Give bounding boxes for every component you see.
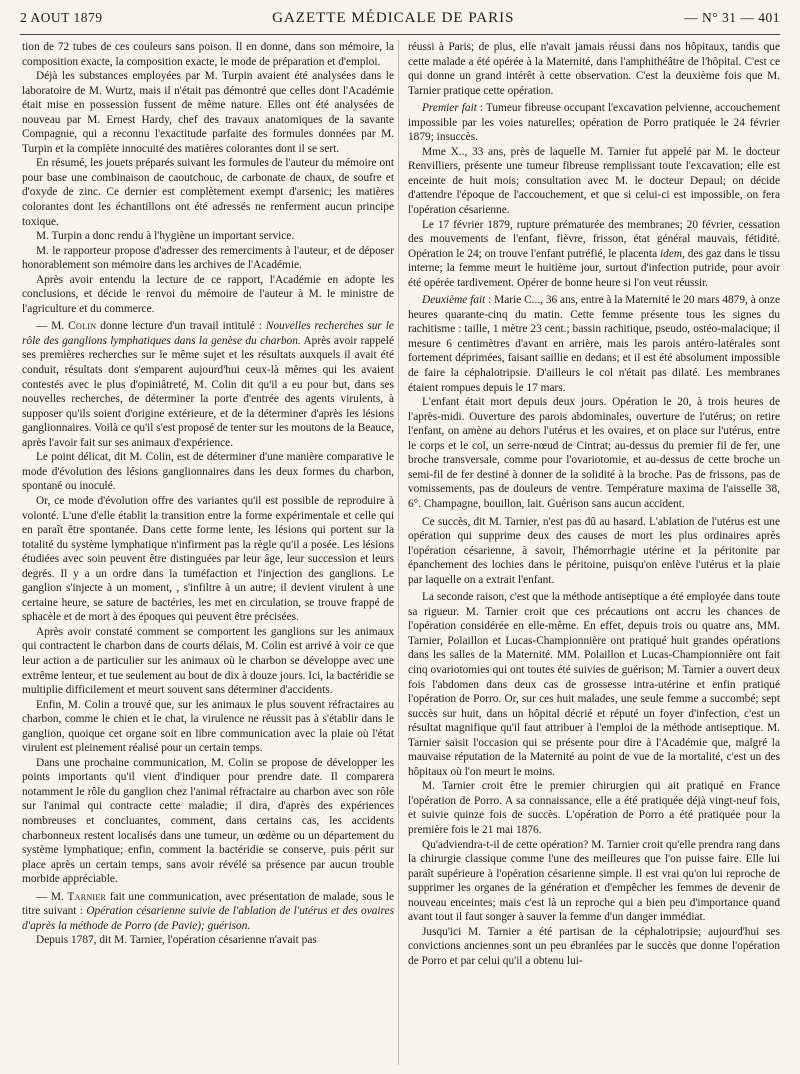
paragraph: Déjà les substances employées par M. Turpin avaient été analysées dans le laboratoire de M. Wurtz, mais il n'était pas démontré que celles dont l'Académie était mise en possession fussent de même nature. Elles ont été analysées de nouveau par M. Ernest Hardy, chef des travaux anatomiques de la savante Compagnie, qui a reconnu l'exactitude parfaite des formules données par M. Turpin et la complète innocuité des matières colorantes dont il se sert.: [22, 70, 394, 155]
paragraph: M. Turpin a donc rendu à l'hygiène un important service.: [36, 230, 295, 243]
paragraph: Après avoir entendu la lecture de ce rapport, l'Académie en adopte les conclusions, et décide le renvoi du mémoire de l'auteur à M. le ministre de l'agriculture et du commerce.: [22, 273, 394, 315]
column-divider: [398, 40, 399, 1065]
paragraph: M. le rapporteur propose d'adresser des remerciments à l'auteur, et de déposer honorablement son mémoire dans les archives de l'Académie.: [22, 244, 394, 272]
paragraph-first-case: [408, 101, 780, 145]
italic-word: idem: [660, 247, 683, 260]
left-column: [22, 40, 394, 1065]
text-run: Le 17 février 1879, rupture prématurée des membranes; 20 février, cessation des mouvements de l'enfant, fièvre, frisson, état général mauvais, fétidité. Opération le 24; on trouve l'enfant putréfié, le placenta: [408, 218, 780, 260]
text-run: : Marie C..., 36 ans, entre à la Maternité le 20 mars 4879, à onze heures quarante-cinq du matin. Cette femme présente tous les signes du rachitisme : taille, 1 mètre 23 cent.; bassin rachitique, pseudo, ostéo-malacique; il mesure 6 centimètres d'avant en arrière, mais les parois antéro-latérales sont fortement déprimées, faisant saillie en dedans; et il est été absolument impossible de faire la céphalotripsie. D'ailleurs le col n'était pas dilaté. Les membranes étaient rompues depuis le 17 mars.: [408, 294, 780, 394]
paragraph-second-case: [408, 293, 780, 395]
text-run: donne lecture d'un travail intitulé :: [96, 320, 266, 333]
work-title: Opération césarienne suivie de l'ablation de l'utérus et des ovaires d'après la méthode de Porro (de Pavie); guérison.: [22, 905, 394, 932]
text-run: , des gaz dans le tissu interne; la femme meurt le huitième jour, surtout d'infection putride, pour avoir été opérée tardivement. Opérer de bonne heure si l'on veut réussir.: [408, 247, 780, 289]
paragraph-course: [408, 218, 780, 291]
paragraph: Le point délicat, dit M. Colin, est de déterminer d'une manière comparative le mode d'évolution des lésions ganglionnaires dans les deux formes du charbon, spontané ou inoculé.: [22, 451, 394, 493]
paragraph: Qu'adviendra-t-il de cette opération? M. Tarnier croit qu'elle prendra rang dans la chirurgie classique comme l'une des meilleures que l'on puisse faire. Elle lui paraît supérieure à l'opération césarienne simple. Il est vrai qu'on lui reproche de supprimer les organes de la génération et d'empêcher les femmes de devenir de nouveau enceintes; mais c'est là un reproche qui a bien peu d'importance quand avant tout il faut songer à sauver la femme d'un danger immédiat.: [408, 838, 780, 924]
paragraph: Ce succès, dit M. Tarnier, n'est pas dû au hasard. L'ablation de l'utérus est une opération qui supprime deux des causes de mort les plus ordinaires après l'opération césarienne, à savoir, l'hémorrhagie utérine et la péritonite par épanchement des lochies dans le péritoine, puisqu'on enlève l'utérus et la plaie par laquelle on a extrait l'enfant.: [408, 515, 780, 586]
paragraph: L'enfant était mort depuis deux jours. Opération le 20, à trois heures de l'après-midi. Ouverture des parois abdominales, ouverture de l'utérus; on retire l'enfant, on amène au dehors l'utérus et les ovaires, et on place sur l'utérus, entre le corps et le col, un serre-nœud de Cintrat; au-dessus du premier fil de fer, une broche transversale, comme pour l'ovariotomie, et au-dessus de cette broche un semi-fil de fer destiné à donner de la solidité à la broche. Pas de frissons, pas de vomissements, pas de douleurs de ventre. Température maxima de l'aisselle 38, 6°. Champagne, bouillon, lait. Guérison sans aucun accident.: [408, 396, 780, 510]
paragraph: La seconde raison, c'est que la méthode antiseptique a été employée dans toute sa rigueur. M. Tarnier croit que ces précautions ont accru les chances de l'opération considérée en elle-même. En effet, depuis trois ou quatre ans, MM. Tarnier, Polaillon et Lucas-Championnière ont pratiqué huit grandes opérations dans les salles de la Maternité. MM. Polaillon et Lucas-Championnière ont fait cinq ovariotomies qui ont toutes été suivies de guérison; M. Tarnier a ouvert deux fois l'abdomen dans deux cas de grossesse intra-utérine et enfin pratiqué l'opération de Porro. Or, sur ces huit malades, une seule femme a succombé; sept succès sur huit, dans un hôpital décrié et réputé un foyer d'infection, c'est un résultat magnifique qu'il faut attribuer à l'emploi de la méthode antiseptique. M. Tarnier saisit l'occasion qui se présente pour dire à l'Académie que, malgré la mauvaise réputation de la Maternité au point de vue de la mortalité, c'est un des hôpitaux où l'on meurt le moins.: [408, 591, 780, 778]
work-title: Nouvelles recherches sur le rôle des ganglions lymphatiques dans la genèse du charbon.: [22, 320, 394, 347]
text-run: fait une communication, avec présentation de malade, sous le titre suivant :: [22, 890, 394, 918]
case-label: Deuxième fait: [422, 294, 486, 307]
author-name: Tarnier: [67, 890, 107, 903]
paragraph: Or, ce mode d'évolution offre des variantes qu'il est possible de reproduire à volonté. L'une d'elle établit la transition entre la forme expérimentale et celle qui en paraît être spontanée. Dans cette forme lente, les lésions qui portent sur la totalité du système lymphatique n'infirment pas la règle qu'il a posée. Les lésions étudiées avec soin peuvent être distinguées par leur âge, leur succession et leurs degrés. Il y a un ordre dans la tuméfaction et l'injection des ganglions. Le ganglion s'injecte à un moment, , s'infiltre à un autre; il devient virulent à une certaine heure, se sature de bactéries, les met en circulation, se trouve frappé de sphacèle et de mort à des époques qui peuvent être précisées.: [22, 494, 394, 624]
text-run: : Tumeur fibreuse occupant l'excavation pelvienne, accouchement impossible par les voies naturelles; opération de Porro pratiquée le 24 février 1879; insuccès.: [408, 102, 780, 144]
paragraph-tarnier: [22, 890, 394, 934]
paragraph: En résumé, les jouets préparés suivant les formules de l'auteur du mémoire ont pour base une combinaison de caoutchouc, de carbonate de chaux, de soufre et d'oxyde de zinc. Ce dernier est complètement exempt d'arsenic; les matières colorantes dont les échantillons ont été adressés ne renferment aucun principe toxique.: [22, 157, 394, 228]
paragraph: Enfin, M. Colin a trouvé que, sur les animaux le plus souvent réfractaires au charbon, comme le chien et le chat, la virulence ne réussit pas à s'établir dans le ganglion, quoique cet organe soit en libre communication avec la plaie où l'état virulent est pleinement réalisé pour un certain temps.: [22, 698, 394, 755]
paragraph: Depuis 1787, dit M. Tarnier, l'opération césarienne n'avait pas: [36, 934, 317, 947]
paragraph-colin: [22, 319, 394, 450]
paragraph: Après avoir constaté comment se comportent les ganglions sur les animaux qui contractent le charbon dans de courts délais, M. Colin est arrivé à voir ce que leur action a de particulier sur les animaux où le charbon se développe avec une extrême lenteur, et tue seulement au bout de dix à douze jours. Ici, la bactéridie se multiplie difficilement et meurt souvent sans déterminer d'accidents.: [22, 625, 394, 697]
paragraph: Dans une prochaine communication, M. Colin se propose de développer les points importants qu'il vient d'indiquer pour prendre date. Il comparera notamment le rôle du ganglion chez l'animal réfractaire au charbon avec son rôle sur l'animal qui contracte cette maladie; il dira, d'après des expériences nombreuses et concluantes, comment, dans certains cas, les accidents charbonneux restent localisés dans une tumeur, un œdème ou un département du système lymphatique; enfin, comment la bactéridie se conserve, puis périt sur place après un certain temps, sans avoir révélé sa présence par aucun trouble morbide appréciable.: [22, 756, 394, 886]
right-column: [408, 40, 780, 1065]
text-run: Après avoir rappelé ses premières recherches sur le même sujet et les résultats auxquels il avait été conduit, résultats dont s'emparent aujourd'hui ceux-là mêmes qui les avaient contestés avec le plus d'opiniâtreté, M. Colin dit qu'il a eu pour but, dans ses nouvelles recherches, de déterminer la porte d'entrée des agents virulents, à supposer qu'ils soient d'origine extérieure, et de la déterminer d'après les lésions ganglionnaires. Voilà ce qu'il s'est proposé de tenter sur les moutons de la Beauce, après l'avoir fait sur ses animaux d'expérience.: [22, 334, 394, 449]
author-name: Colin: [68, 320, 97, 333]
paragraph: réussi à Paris; de plus, elle n'avait jamais réussi dans nos hôpitaux, tandis que cette malade a été opérée à la Maternité, dans l'amphithéâtre de l'hôpital. C'est ce qui donne un grand intérêt à cette observation. C'est la deuxième fois que M. Tarnier pratique cette opération.: [408, 41, 780, 97]
journal-title: GAZETTE MÉDICALE DE PARIS: [272, 10, 515, 26]
header-date: 2 AOUT 1879: [20, 10, 103, 25]
paragraph: Jusqu'ici M. Tarnier a été partisan de la céphalotripsie; aujourd'hui ses convictions anciennes sont un peu ébranlées par le succès que donne l'opération de Porro et par celui qu'il a obtenu lui-: [408, 925, 780, 967]
header-rule: [20, 34, 780, 35]
paragraph: M. Tarnier croit être le premier chirurgien qui ait pratiqué en France l'opération de Porro. A sa connaissance, elle a été pratiquée déjà vingt-neuf fois, et suivie quinze fois de succès. L'opération de Porro a été pratiquée pour la première fois le 21 mai 1876.: [408, 780, 780, 836]
dash-lead: — M.: [36, 320, 69, 333]
issue-page-number: — N° 31 — 401: [684, 10, 780, 25]
case-label: Premier fait: [422, 102, 477, 115]
page-header: [20, 10, 780, 32]
dash-lead: — M.: [36, 890, 68, 903]
paragraph: Mme X.., 33 ans, près de laquelle M. Tarnier fut appelé par M. le docteur Renvilliers, présente une tumeur fibreuse remplissant toute l'excavation; elle est enceinte de huit mois; consultation avec M. le docteur Depaul; on décide d'attendre l'époque de l'accouchement, et que si celui-ci est impossible, on fera l'opération césarienne.: [408, 145, 780, 217]
paragraph: tion de 72 tubes de ces couleurs sans poison. Il en donne, dans son mémoire, la composition exacte, la composition exacte, le mode de préparation et d'emploi.: [22, 41, 394, 68]
